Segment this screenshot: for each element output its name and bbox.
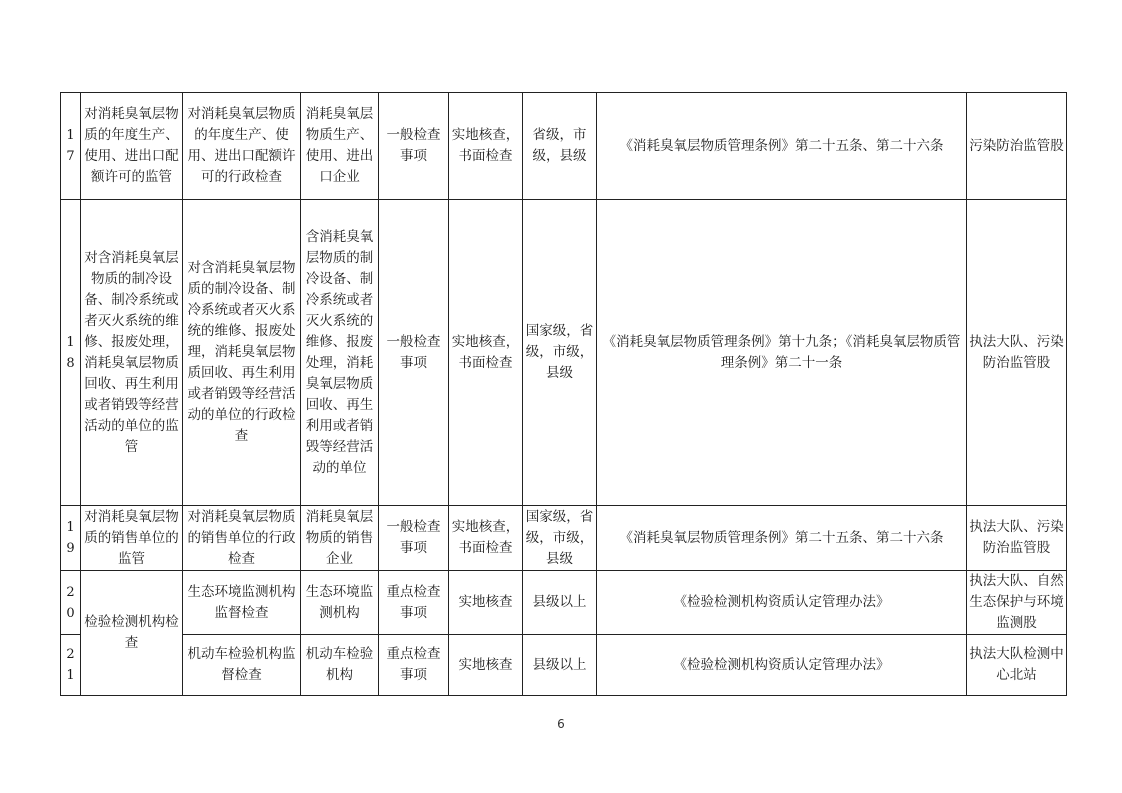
- inspection-basis: 《消耗臭氧层物质管理条例》第十九条；《消耗臭氧层物质管理条例》第二十一条: [597, 200, 967, 506]
- inspection-method: 实地核查，书面检查: [449, 200, 523, 506]
- inspection-content: 机动车检验机构监督检查: [183, 635, 301, 696]
- responsible-dept: 执法大队、自然生态保护与环境监测股: [967, 571, 1067, 635]
- row-number: 20: [61, 571, 81, 635]
- table-row: [61, 635, 1067, 696]
- inspection-level: 县级以上: [523, 571, 597, 635]
- inspection-method: 实地核查，书面检查: [449, 93, 523, 200]
- page-number: 6: [557, 717, 565, 731]
- inspection-content: 对含消耗臭氧层物质的制冷设备、制冷系统或者灭火系统的维修、报废处理，消耗臭氧层物质回收、再生利用或者销毁等经营活动的单位的行政检查: [183, 200, 301, 506]
- inspection-basis: 《检验检测机构资质认定管理办法》: [597, 635, 967, 696]
- inspection-type: 一般检查事项: [379, 506, 449, 571]
- document-page: [60, 92, 1067, 696]
- row-number: 19: [61, 506, 81, 571]
- inspection-type: 一般检查事项: [379, 93, 449, 200]
- inspection-item: 对消耗臭氧层物质的销售单位的监管: [81, 506, 183, 571]
- inspection-level: 省级，市级，县级: [523, 93, 597, 200]
- table-row: [61, 506, 1067, 571]
- responsible-dept: 执法大队、污染防治监管股: [967, 200, 1067, 506]
- inspection-content: 对消耗臭氧层物质的销售单位的行政检查: [183, 506, 301, 571]
- inspection-level: 县级以上: [523, 635, 597, 696]
- inspection-object: 含消耗臭氧层物质的制冷设备、制冷系统或者灭火系统的维修、报废处理，消耗臭氧层物质回收、再生利用或者销毁等经营活动的单位: [301, 200, 379, 506]
- table-row: [61, 200, 1067, 506]
- inspection-method: 实地核查，书面检查: [449, 506, 523, 571]
- inspection-items-table: [60, 92, 1067, 696]
- row-number: 17: [61, 93, 81, 200]
- inspection-object: 机动车检验机构: [301, 635, 379, 696]
- responsible-dept: 污染防治监管股: [967, 93, 1067, 200]
- inspection-basis: 《消耗臭氧层物质管理条例》第二十五条、第二十六条: [597, 506, 967, 571]
- inspection-content: 生态环境监测机构监督检查: [183, 571, 301, 635]
- inspection-object: 消耗臭氧层物质生产、使用、进出口企业: [301, 93, 379, 200]
- inspection-level: 国家级，省级，市级，县级: [523, 506, 597, 571]
- inspection-content: 对消耗臭氧层物质的年度生产、使用、进出口配额许可的行政检查: [183, 93, 301, 200]
- inspection-method: 实地核查: [449, 571, 523, 635]
- table-row: [61, 571, 1067, 635]
- inspection-type: 重点检查事项: [379, 635, 449, 696]
- responsible-dept: 执法大队检测中心北站: [967, 635, 1067, 696]
- inspection-object: 消耗臭氧层物质的销售企业: [301, 506, 379, 571]
- inspection-item: 检验检测机构检查: [81, 571, 183, 696]
- inspection-method: 实地核查: [449, 635, 523, 696]
- inspection-type: 重点检查事项: [379, 571, 449, 635]
- inspection-object: 生态环境监测机构: [301, 571, 379, 635]
- inspection-type: 一般检查事项: [379, 200, 449, 506]
- inspection-level: 国家级，省级，市级，县级: [523, 200, 597, 506]
- row-number: 21: [61, 635, 81, 696]
- row-number: 18: [61, 200, 81, 506]
- inspection-item: 对消耗臭氧层物质的年度生产、使用、进出口配额许可的监管: [81, 93, 183, 200]
- inspection-basis: 《消耗臭氧层物质管理条例》第二十五条、第二十六条: [597, 93, 967, 200]
- table-row: [61, 93, 1067, 200]
- inspection-basis: 《检验检测机构资质认定管理办法》: [597, 571, 967, 635]
- responsible-dept: 执法大队、污染防治监管股: [967, 506, 1067, 571]
- inspection-item: 对含消耗臭氧层物质的制冷设备、制冷系统或者灭火系统的维修、报废处理，消耗臭氧层物质回收、再生利用或者销毁等经营活动的单位的监管: [81, 200, 183, 506]
